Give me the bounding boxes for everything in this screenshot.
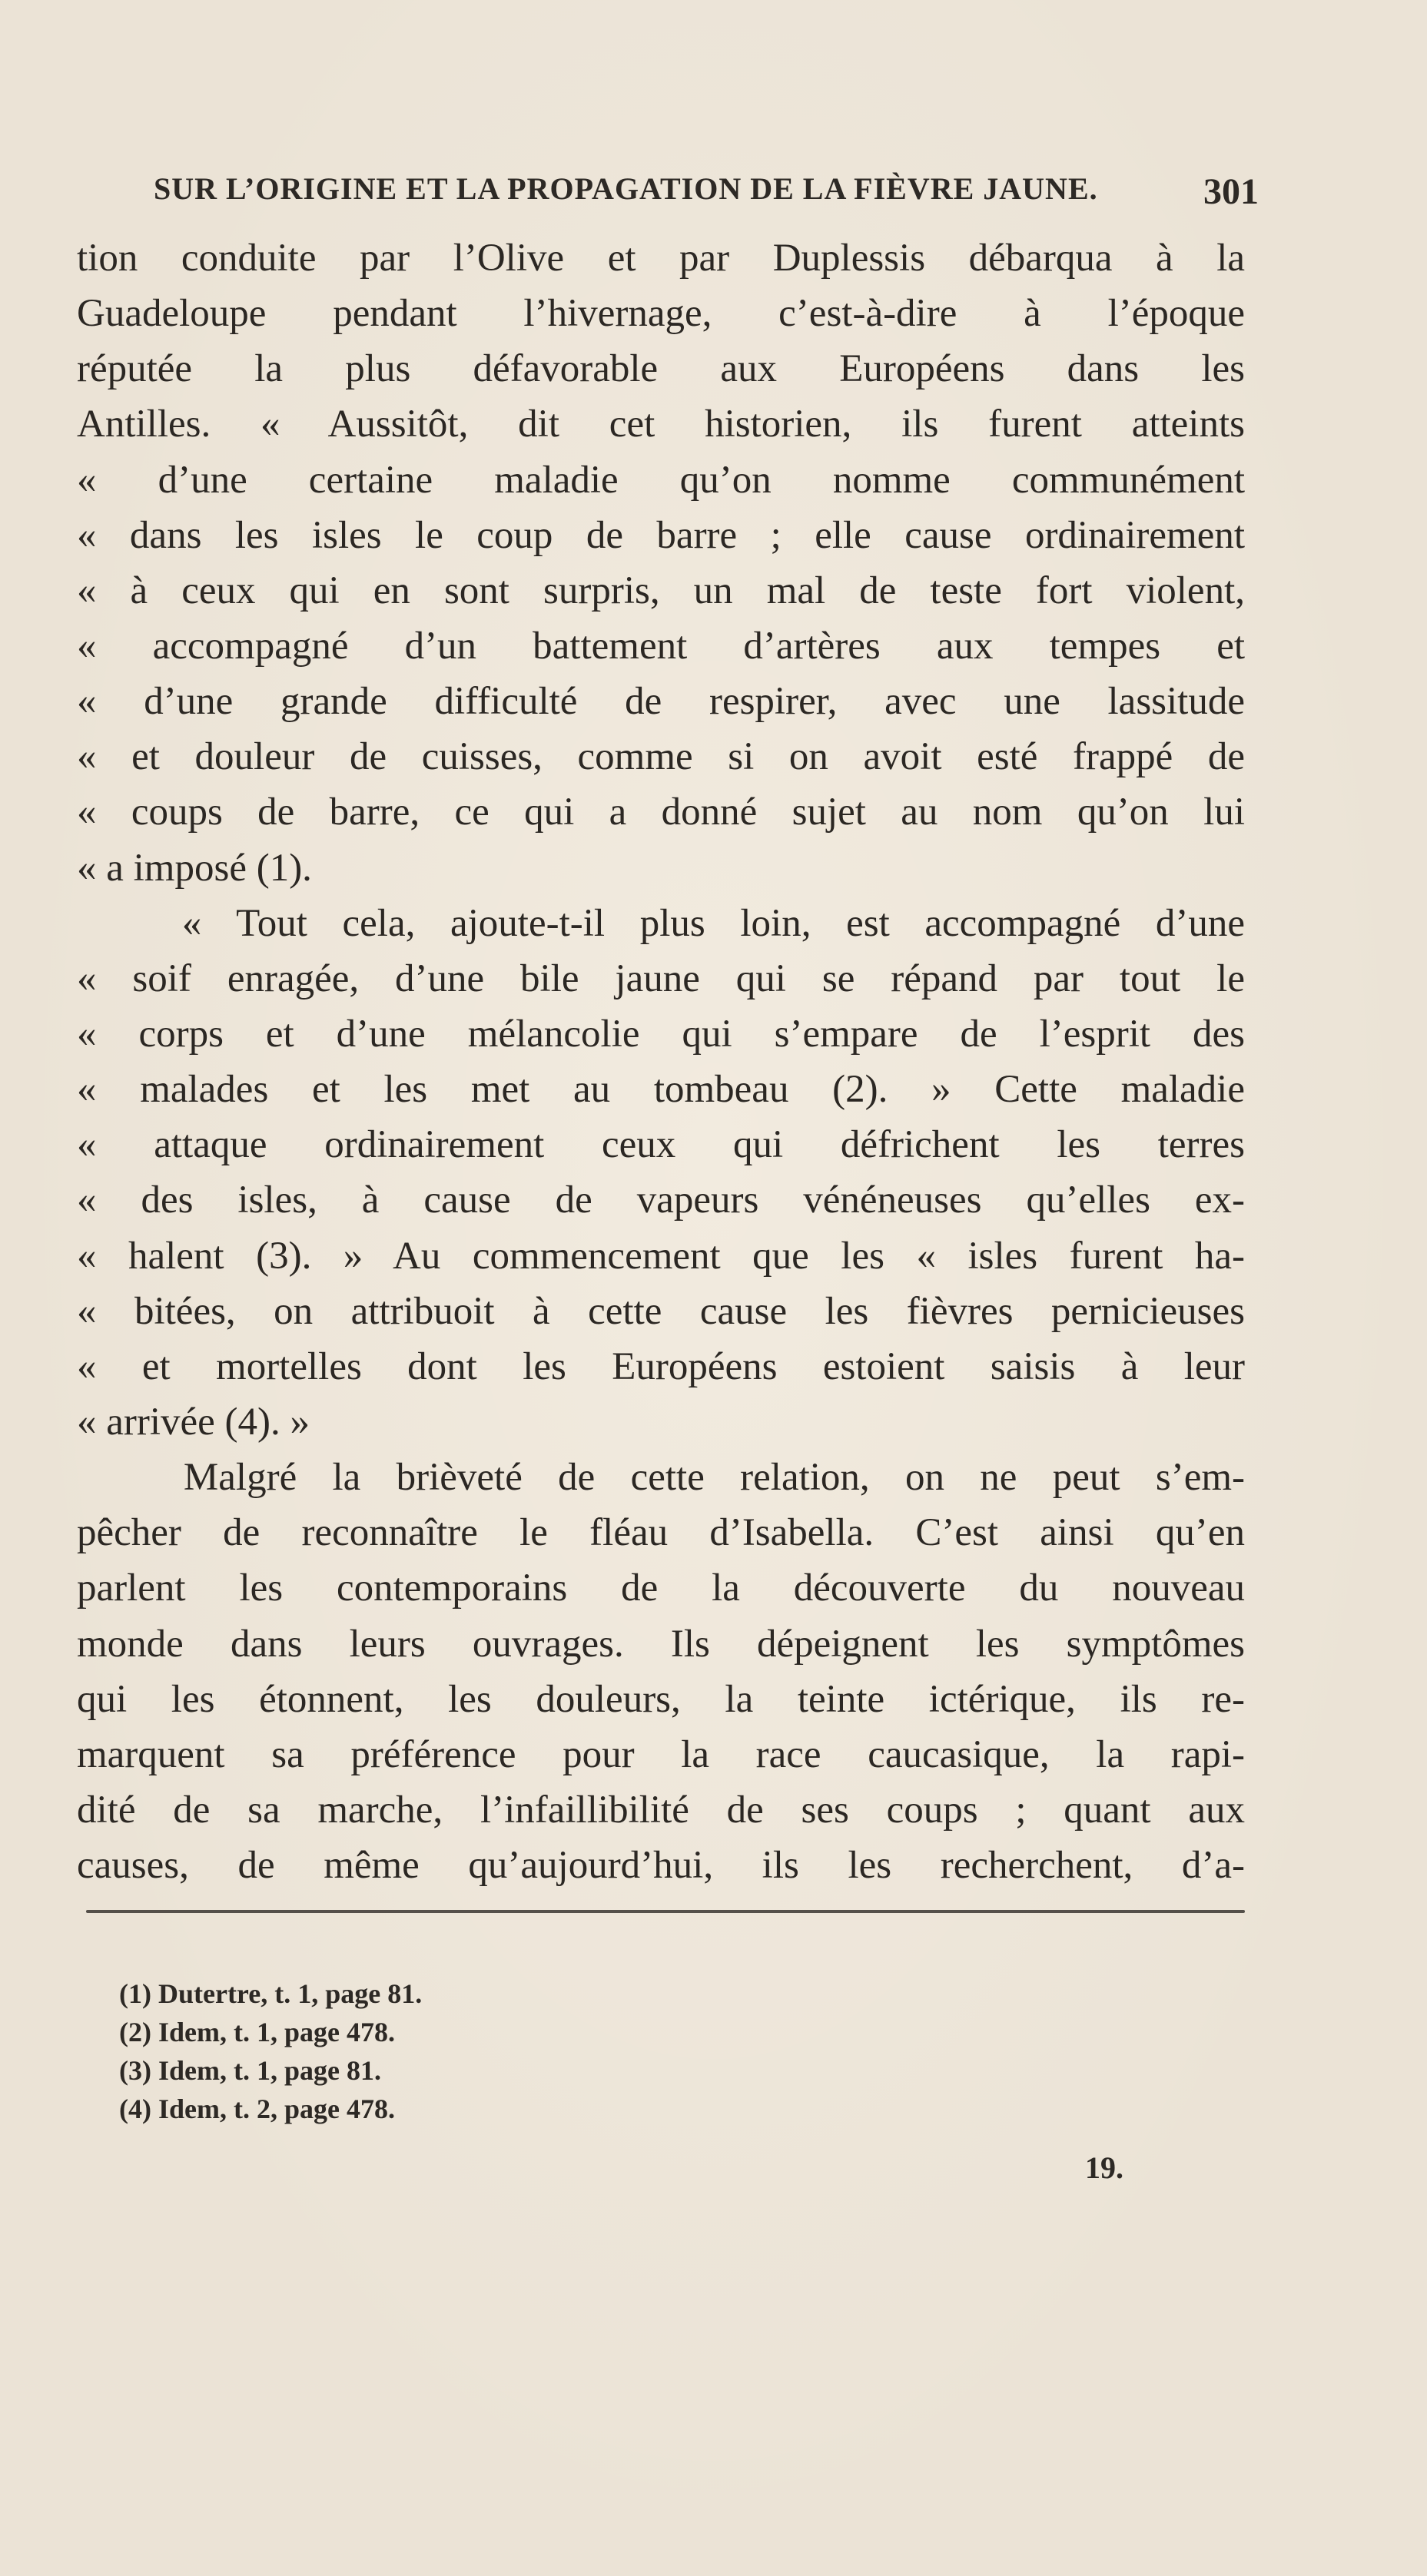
text-line: pêcher de reconnaître le fléau d’Isabella. C’est ainsi qu’en [77,1511,1245,1555]
text-line: « coups de barre, ce qui a donné sujet au nom qu’on lui [77,791,1245,834]
footnote-divider [86,1910,1245,1913]
text-line: dité de sa marche, l’infaillibilité de ses coups ; quant aux [77,1788,1245,1832]
text-line: « malades et les met au tombeau (2). » Cette maladie [77,1068,1245,1112]
text-line: monde dans leurs ouvrages. Ils dépeignent les symptômes [77,1622,1245,1666]
text-line: « attaque ordinairement ceux qui défrichent les terres [77,1123,1245,1167]
signature-mark: 19. [1085,2150,1123,2185]
text-line: « corps et d’une mélancolie qui s’empare de l’esprit des [77,1012,1245,1056]
text-line: réputée la plus défavorable aux Européens dans les [77,347,1245,391]
text-line: qui les étonnent, les douleurs, la teinte ictérique, ils re- [77,1677,1245,1721]
text-line: Antilles. « Aussitôt, dit cet historien, ils furent atteints [77,403,1245,446]
text-line: « soif enragée, d’une bile jaune qui se répand par tout le [77,956,1245,1000]
text-line: « et mortelles dont les Européens estoient saisis à leur [77,1344,1245,1388]
text-line: Guadeloupe pendant l’hivernage, c’est-à-dire à l’époque [77,292,1245,336]
text-line: « arrivée (4). » [77,1400,310,1444]
footnote-3: (3) Idem, t. 1, page 81. [119,2055,381,2086]
text-line: « à ceux qui en sont surpris, un mal de teste fort violent, [77,569,1245,612]
text-line: « dans les isles le coup de barre ; elle cause ordinairement [77,513,1245,557]
running-head: SUR L’ORIGINE ET LA PROPAGATION DE LA FIÈVRE JAUNE. [154,171,1098,206]
text-line: marquent sa préférence pour la race caucasique, la rapi- [77,1732,1245,1776]
text-line: « des isles, à cause de vapeurs vénéneuses qu’elles ex- [77,1179,1245,1222]
text-line: « et douleur de cuisses, comme si on avoit esté frappé de [77,735,1245,779]
footnotes [119,1974,1041,2128]
text-line: Malgré la brièveté de cette relation, on ne peut s’em- [77,1456,1245,1500]
text-line: « bitées, on attribuoit à cette cause les fièvres pernicieuses [77,1289,1245,1333]
text-line: « Tout cela, ajoute-t-il plus loin, est accompagné d’une [77,901,1245,945]
text-line: tion conduite par l’Olive et par Duplessis débarqua à la [77,237,1245,280]
text-line: « d’une grande difficulté de respirer, avec une lassitude [77,680,1245,724]
footnote-4: (4) Idem, t. 2, page 478. [119,2094,395,2124]
footnote-2: (2) Idem, t. 1, page 478. [119,2017,395,2047]
text-line: causes, de même qu’aujourd’hui, ils les recherchent, d’a- [77,1844,1245,1888]
text-line: parlent les contemporains de la découverte du nouveau [77,1566,1245,1610]
text-line: « a imposé (1). [77,846,312,890]
footnote-1: (1) Dutertre, t. 1, page 81. [119,1978,423,2009]
page-number: 301 [1203,171,1259,212]
text-line: « d’une certaine maladie qu’on nomme communément [77,458,1245,502]
text-line: « accompagné d’un battement d’artères aux tempes et [77,624,1245,668]
text-line: « halent (3). » Au commencement que les « isles furent ha- [77,1234,1245,1278]
body-text [77,230,1245,1893]
